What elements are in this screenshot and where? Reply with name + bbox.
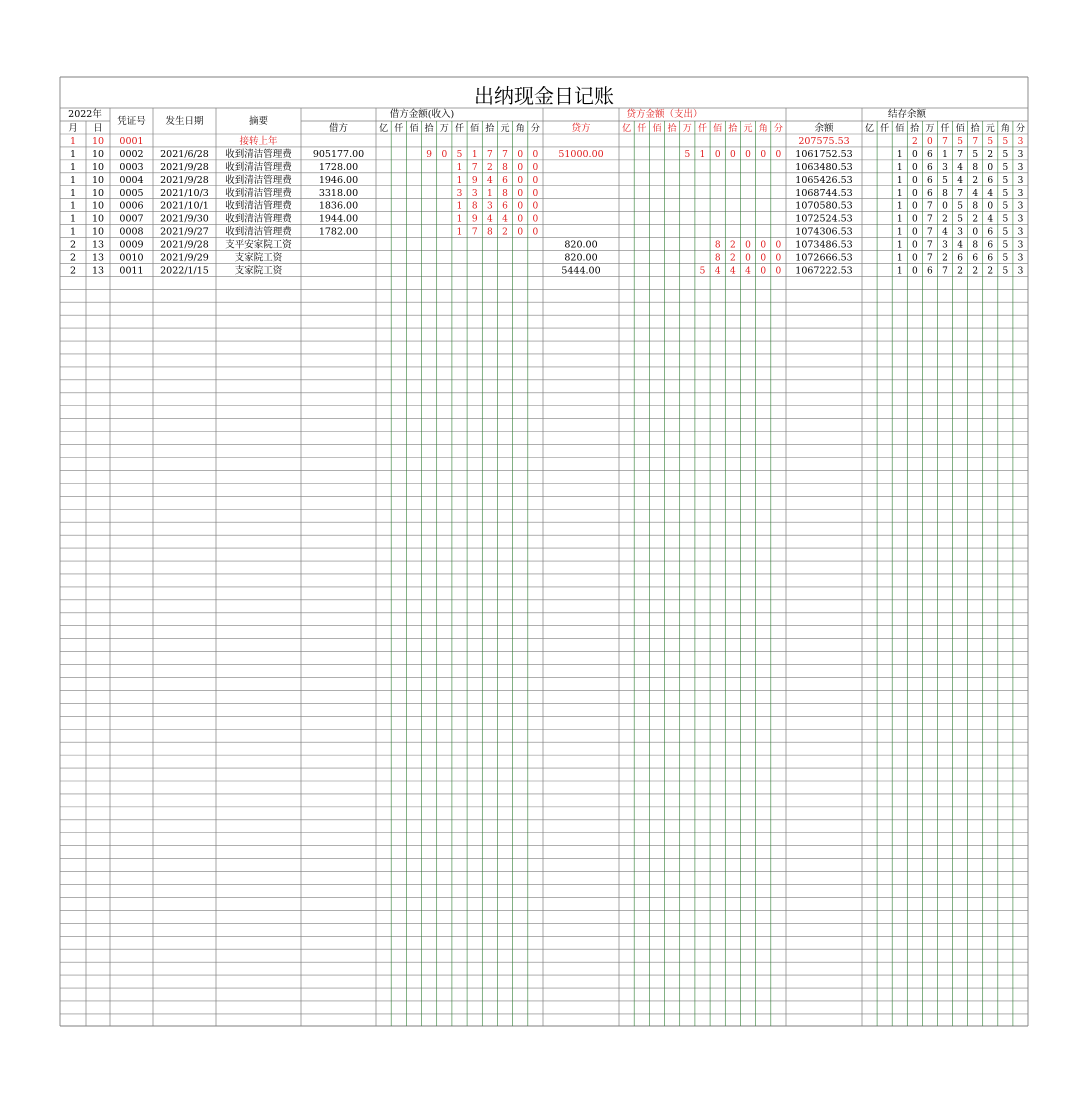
digit-cell: 2 xyxy=(729,253,736,264)
digit-cell: 3 xyxy=(957,227,963,238)
digit-cell: 0 xyxy=(532,201,539,212)
header-summary: 摘要 xyxy=(248,116,269,127)
header-digit-label: 佰 xyxy=(470,124,480,134)
digit-cell: 0 xyxy=(775,266,782,277)
digit-cell: 1 xyxy=(896,240,903,251)
digit-cell: 1 xyxy=(456,214,463,225)
ledger-rows xyxy=(70,135,1024,276)
digit-cell: 7 xyxy=(502,149,508,160)
digit-cell: 0 xyxy=(714,149,721,160)
digit-cell: 0 xyxy=(532,188,539,199)
cell-debit: 3318.00 xyxy=(318,187,359,199)
digit-cell: 5 xyxy=(1002,137,1009,147)
digit-cell: 0 xyxy=(517,188,524,199)
cell-day: 10 xyxy=(91,148,105,160)
digit-cell: 6 xyxy=(927,175,933,186)
cell-credit: 51000.00 xyxy=(558,148,604,160)
cell-day: 10 xyxy=(91,136,105,147)
cell-voucher: 0007 xyxy=(119,213,144,225)
cell-debit: 1836.00 xyxy=(318,200,359,212)
digit-cell: 0 xyxy=(760,240,767,251)
digit-cell: 6 xyxy=(502,201,508,212)
digit-cell: 4 xyxy=(987,188,994,199)
digit-cell: 2 xyxy=(911,137,918,147)
digit-cell: 3 xyxy=(471,188,478,199)
cell-date: 2021/9/29 xyxy=(160,252,209,264)
digit-cell: 1 xyxy=(456,227,463,238)
digit-cell: 0 xyxy=(532,162,539,173)
digit-cell: 6 xyxy=(987,227,994,238)
header-digit-label: 拾 xyxy=(485,124,495,134)
cell-month: 1 xyxy=(69,213,77,225)
digit-cell: 8 xyxy=(942,188,948,199)
header-digit-label: 角 xyxy=(515,124,525,134)
digit-cell: 2 xyxy=(942,253,948,264)
cell-balance: 1067222.53 xyxy=(795,265,853,277)
digit-cell: 8 xyxy=(502,188,508,199)
cell-voucher: 0005 xyxy=(119,187,144,199)
digit-cell: 5 xyxy=(1002,240,1009,251)
digit-cell: 0 xyxy=(911,227,918,238)
digit-cell: 2 xyxy=(957,266,963,277)
digit-cell: 4 xyxy=(729,266,736,277)
cell-month: 2 xyxy=(69,252,77,264)
header-digit-label: 万 xyxy=(682,124,692,134)
header-digit-label: 拾 xyxy=(910,124,920,134)
header-digit-label: 佰 xyxy=(895,124,905,134)
digit-cell: 1 xyxy=(486,188,493,199)
cell-debit: 905177.00 xyxy=(312,148,365,160)
digit-cell: 0 xyxy=(911,214,918,225)
digit-cell: 1 xyxy=(456,201,463,212)
cell-voucher: 0010 xyxy=(119,252,144,264)
digit-cell: 5 xyxy=(1002,227,1009,238)
cell-day: 13 xyxy=(91,239,105,251)
digit-cell: 0 xyxy=(760,149,767,160)
digit-cell: 1 xyxy=(896,266,903,277)
cell-date: 2021/10/3 xyxy=(160,187,209,199)
digit-cell: 4 xyxy=(957,240,963,251)
header-digit-label: 佰 xyxy=(955,124,965,134)
digit-cell: 3 xyxy=(1017,214,1024,225)
digit-cell: 1 xyxy=(471,149,478,160)
header-digit-label: 亿 xyxy=(379,124,389,134)
digit-cell: 3 xyxy=(1017,227,1024,238)
digit-cell: 7 xyxy=(927,214,933,225)
digit-cell: 8 xyxy=(502,162,508,173)
digit-cell: 1 xyxy=(896,227,903,238)
cell-credit: 820.00 xyxy=(564,239,598,251)
digit-cell: 5 xyxy=(957,137,963,147)
digit-cell: 0 xyxy=(532,227,539,238)
cell-summary: 支平安家院工资 xyxy=(225,239,292,251)
digit-cell: 5 xyxy=(1002,214,1009,225)
digit-cell: 3 xyxy=(1017,149,1024,160)
cell-month: 2 xyxy=(69,265,77,277)
cell-day: 13 xyxy=(91,265,105,277)
digit-cell: 0 xyxy=(745,240,751,251)
cell-debit: 1944.00 xyxy=(318,213,359,225)
digit-cell: 9 xyxy=(471,175,478,186)
digit-cell: 1 xyxy=(456,175,463,186)
digit-cell: 5 xyxy=(456,149,463,160)
cell-date: 2021/9/28 xyxy=(160,174,209,186)
digit-cell: 8 xyxy=(972,162,979,173)
header-digit-label: 仟 xyxy=(637,124,647,134)
cell-summary: 收到清洁管理费 xyxy=(225,161,292,173)
header-digit-label: 元 xyxy=(500,124,510,134)
digit-cell: 0 xyxy=(517,214,524,225)
cell-balance: 1072666.53 xyxy=(795,252,853,264)
digit-cell: 4 xyxy=(987,214,994,225)
cell-voucher: 0011 xyxy=(119,265,144,277)
digit-cell: 3 xyxy=(456,188,463,199)
cell-month: 1 xyxy=(69,200,77,212)
digit-cell: 2 xyxy=(987,266,994,277)
cell-balance: 1073486.53 xyxy=(795,239,853,251)
digit-cell: 5 xyxy=(1002,175,1009,186)
cell-debit: 1782.00 xyxy=(318,226,359,238)
cell-voucher: 0009 xyxy=(119,239,144,251)
cell-month: 1 xyxy=(69,161,77,173)
digit-cell: 7 xyxy=(957,188,963,199)
digit-cell: 4 xyxy=(957,175,963,186)
cell-month: 1 xyxy=(69,226,77,238)
digit-cell: 0 xyxy=(911,253,918,264)
header-voucher-no: 凭证号 xyxy=(117,116,146,127)
digit-cell: 3 xyxy=(1017,240,1024,251)
cell-day: 10 xyxy=(91,226,105,238)
digit-cell: 6 xyxy=(987,175,994,186)
header-digit-label: 元 xyxy=(743,124,753,134)
cell-summary: 支家院工资 xyxy=(234,252,283,264)
digit-cell: 0 xyxy=(987,201,994,212)
cell-balance: 1068744.53 xyxy=(795,187,853,199)
header-digit-label: 拾 xyxy=(970,124,980,134)
digit-cell: 5 xyxy=(987,137,994,147)
header-digit-label: 亿 xyxy=(865,124,875,134)
cell-balance: 1061752.53 xyxy=(795,148,853,160)
header-digit-label: 佰 xyxy=(713,124,723,134)
cell-date: 2021/6/28 xyxy=(160,148,209,160)
header-digit-label: 拾 xyxy=(424,124,434,134)
cell-day: 10 xyxy=(91,187,105,199)
digit-cell: 7 xyxy=(486,149,493,160)
digit-cell: 7 xyxy=(927,240,933,251)
cell-date: 2021/9/28 xyxy=(160,161,209,173)
cell-balance: 1065426.53 xyxy=(795,174,853,186)
cell-day: 10 xyxy=(91,213,105,225)
digit-cell: 0 xyxy=(745,149,751,160)
cell-day: 10 xyxy=(91,200,105,212)
header-digit-label: 分 xyxy=(773,124,783,134)
digit-cell: 8 xyxy=(714,253,721,264)
digit-cell: 1 xyxy=(896,201,903,212)
digit-cell: 0 xyxy=(775,240,782,251)
digit-cell: 5 xyxy=(942,175,948,186)
digit-cell: 6 xyxy=(502,175,508,186)
digit-cell: 5 xyxy=(957,201,963,212)
digit-cell: 1 xyxy=(896,149,903,160)
digit-cell: 0 xyxy=(942,201,948,212)
digit-cell: 7 xyxy=(927,227,933,238)
digit-cell: 7 xyxy=(942,266,948,277)
header-digit-label: 万 xyxy=(439,124,449,134)
digit-cell: 0 xyxy=(517,162,524,173)
digit-cell: 7 xyxy=(927,253,933,264)
digit-cell: 7 xyxy=(471,162,478,173)
digit-cell: 3 xyxy=(942,240,948,251)
digit-cell: 1 xyxy=(896,188,903,199)
digit-cell: 6 xyxy=(927,162,933,173)
cell-debit: 1728.00 xyxy=(318,161,359,173)
digit-cell: 3 xyxy=(1017,137,1024,147)
digit-cell: 3 xyxy=(486,201,493,212)
header-digit-label: 拾 xyxy=(728,124,738,134)
digit-cell: 6 xyxy=(972,253,979,264)
header-digit-label: 亿 xyxy=(622,124,632,134)
digit-cell: 1 xyxy=(896,253,903,264)
digit-cell: 0 xyxy=(745,253,751,264)
cell-date: 2021/9/28 xyxy=(160,239,209,251)
cell-balance: 1063480.53 xyxy=(795,161,853,173)
cell-balance: 207575.53 xyxy=(798,136,850,147)
digit-cell: 3 xyxy=(1017,253,1024,264)
digit-cell: 6 xyxy=(927,149,933,160)
header-digit-label: 仟 xyxy=(454,124,465,134)
digit-cell: 5 xyxy=(1002,253,1009,264)
digit-cell: 7 xyxy=(927,201,933,212)
cell-voucher: 0008 xyxy=(119,226,144,238)
digit-cell: 2 xyxy=(972,214,979,225)
digit-cell: 0 xyxy=(517,175,524,186)
cell-balance: 1072524.53 xyxy=(795,213,853,225)
digit-cell: 3 xyxy=(1017,201,1024,212)
cell-debit: 1946.00 xyxy=(318,174,359,186)
header-digit-label: 角 xyxy=(1000,124,1010,134)
cell-balance: 1074306.53 xyxy=(795,226,853,238)
cell-credit: 5444.00 xyxy=(561,265,601,277)
digit-cell: 8 xyxy=(471,201,478,212)
digit-cell: 0 xyxy=(532,175,539,186)
header-digit-label: 分 xyxy=(530,124,540,134)
cell-voucher: 0004 xyxy=(119,174,144,186)
cell-date: 2022/1/15 xyxy=(160,265,209,277)
digit-cell: 1 xyxy=(896,214,903,225)
header-digit-label: 仟 xyxy=(394,124,404,134)
header-digit-label: 佰 xyxy=(409,124,419,134)
digit-cell: 5 xyxy=(957,214,963,225)
header-digit-label: 元 xyxy=(985,124,995,134)
digit-cell: 4 xyxy=(972,188,979,199)
cell-voucher: 0006 xyxy=(119,200,144,212)
digit-cell: 0 xyxy=(441,149,448,160)
cell-voucher: 0002 xyxy=(119,148,144,160)
digit-cell: 5 xyxy=(972,149,979,160)
digit-cell: 2 xyxy=(972,266,979,277)
cell-summary: 收到清洁管理费 xyxy=(225,174,292,186)
digit-cell: 2 xyxy=(987,149,994,160)
digit-cell: 0 xyxy=(911,240,918,251)
digit-cell: 3 xyxy=(1017,175,1024,186)
digit-cell: 4 xyxy=(486,214,493,225)
page-title: 出纳现金日记账 xyxy=(474,84,614,108)
digit-cell: 4 xyxy=(502,214,508,225)
header-balance-group: 结存余额 xyxy=(887,109,927,120)
digit-cell: 0 xyxy=(987,162,994,173)
header-debit-group: 借方金额(收入) xyxy=(389,109,455,120)
digit-cell: 0 xyxy=(911,175,918,186)
digit-cell: 0 xyxy=(775,253,782,264)
digit-cell: 9 xyxy=(426,149,433,160)
digit-cell: 8 xyxy=(714,240,721,251)
digit-cell: 1 xyxy=(699,149,706,160)
digit-cell: 7 xyxy=(942,137,948,147)
digit-cell: 4 xyxy=(486,175,493,186)
digit-cell: 8 xyxy=(972,240,979,251)
digit-cell: 1 xyxy=(942,149,948,160)
digit-cell: 1 xyxy=(896,175,903,186)
header-digit-label: 分 xyxy=(1015,124,1025,134)
digit-cell: 2 xyxy=(486,162,493,173)
digit-cell: 3 xyxy=(1017,162,1024,173)
cell-summary: 支家院工资 xyxy=(234,265,283,277)
digit-cell: 7 xyxy=(471,227,478,238)
digit-cell: 2 xyxy=(972,175,979,186)
digit-cell: 7 xyxy=(957,149,963,160)
digit-cell: 0 xyxy=(972,227,979,238)
digit-cell: 0 xyxy=(517,201,524,212)
digit-cell: 0 xyxy=(532,149,539,160)
digit-cell: 0 xyxy=(532,214,539,225)
cell-date: 2021/10/1 xyxy=(160,200,209,212)
digit-cell: 0 xyxy=(911,201,918,212)
header-day: 日 xyxy=(93,123,103,134)
digit-cell: 5 xyxy=(684,149,691,160)
cell-credit: 820.00 xyxy=(564,252,598,264)
digit-cell: 0 xyxy=(911,162,918,173)
digit-cell: 0 xyxy=(911,149,918,160)
digit-cell: 0 xyxy=(517,149,524,160)
digit-cell: 6 xyxy=(927,266,933,277)
cell-summary: 收到清洁管理费 xyxy=(225,213,292,225)
header-balance: 余额 xyxy=(814,123,834,134)
cell-month: 1 xyxy=(69,148,77,160)
cell-voucher: 0001 xyxy=(119,136,144,147)
digit-cell: 1 xyxy=(896,162,903,173)
cell-balance: 1070580.53 xyxy=(795,200,853,212)
cell-month: 2 xyxy=(69,239,77,251)
digit-cell: 5 xyxy=(699,266,706,277)
digit-cell: 5 xyxy=(1002,149,1009,160)
cell-summary: 收到清洁管理费 xyxy=(225,200,292,212)
digit-cell: 2 xyxy=(502,227,508,238)
header-digit-label: 佰 xyxy=(652,124,662,134)
digit-cell: 3 xyxy=(1017,266,1024,277)
header-digit-label: 仟 xyxy=(880,124,890,134)
digit-cell: 3 xyxy=(942,162,948,173)
cell-date: 2021/9/30 xyxy=(160,213,209,225)
cell-day: 10 xyxy=(91,174,105,186)
digit-cell: 7 xyxy=(972,137,979,147)
digit-cell: 0 xyxy=(760,266,767,277)
header-debit: 借方 xyxy=(328,123,349,134)
header-month: 月 xyxy=(68,123,78,134)
cell-voucher: 0003 xyxy=(119,161,144,173)
digit-cell: 6 xyxy=(957,253,963,264)
cell-summary: 接转上年 xyxy=(239,136,278,147)
cell-day: 10 xyxy=(91,161,105,173)
header-digit-label: 仟 xyxy=(697,124,708,134)
digit-cell: 1 xyxy=(456,162,463,173)
digit-cell: 8 xyxy=(486,227,493,238)
cell-summary: 收到清洁管理费 xyxy=(225,226,292,238)
digit-cell: 5 xyxy=(1002,201,1009,212)
digit-cell: 0 xyxy=(729,149,736,160)
header-digit-label: 万 xyxy=(925,124,935,134)
digit-cell: 2 xyxy=(729,240,736,251)
digit-cell: 9 xyxy=(471,214,478,225)
digit-cell: 2 xyxy=(942,214,948,225)
header-year: 2022年 xyxy=(68,109,102,120)
cell-summary: 收到清洁管理费 xyxy=(225,187,292,199)
cell-month: 1 xyxy=(69,187,77,199)
cell-summary: 收到清洁管理费 xyxy=(225,148,292,160)
digit-cell: 8 xyxy=(972,201,979,212)
header-credit: 贷方 xyxy=(571,123,591,134)
digit-cell: 0 xyxy=(775,149,782,160)
digit-cell: 6 xyxy=(987,240,994,251)
digit-cell: 0 xyxy=(911,266,918,277)
digit-cell: 3 xyxy=(1017,188,1024,199)
digit-cell: 0 xyxy=(927,137,933,147)
cell-month: 1 xyxy=(69,136,77,147)
digit-cell: 6 xyxy=(927,188,933,199)
digit-cell: 5 xyxy=(1002,162,1009,173)
cell-day: 13 xyxy=(91,252,105,264)
header-credit-group: 贷方金额（支出） xyxy=(626,109,703,120)
cell-date: 2021/9/27 xyxy=(160,226,209,238)
digit-cell: 4 xyxy=(942,227,948,238)
header-digit-label: 拾 xyxy=(667,124,677,134)
digit-cell: 0 xyxy=(760,253,767,264)
cell-month: 1 xyxy=(69,174,77,186)
digit-cell: 0 xyxy=(911,188,918,199)
header-date: 发生日期 xyxy=(165,116,204,127)
digit-cell: 5 xyxy=(1002,188,1009,199)
header-digit-label: 角 xyxy=(758,124,768,134)
digit-cell: 0 xyxy=(517,227,524,238)
digit-cell: 4 xyxy=(714,266,721,277)
digit-cell: 5 xyxy=(1002,266,1009,277)
digit-cell: 6 xyxy=(987,253,994,264)
header-digit-label: 仟 xyxy=(940,124,950,134)
digit-cell: 4 xyxy=(957,162,963,173)
digit-cell: 4 xyxy=(745,266,751,277)
